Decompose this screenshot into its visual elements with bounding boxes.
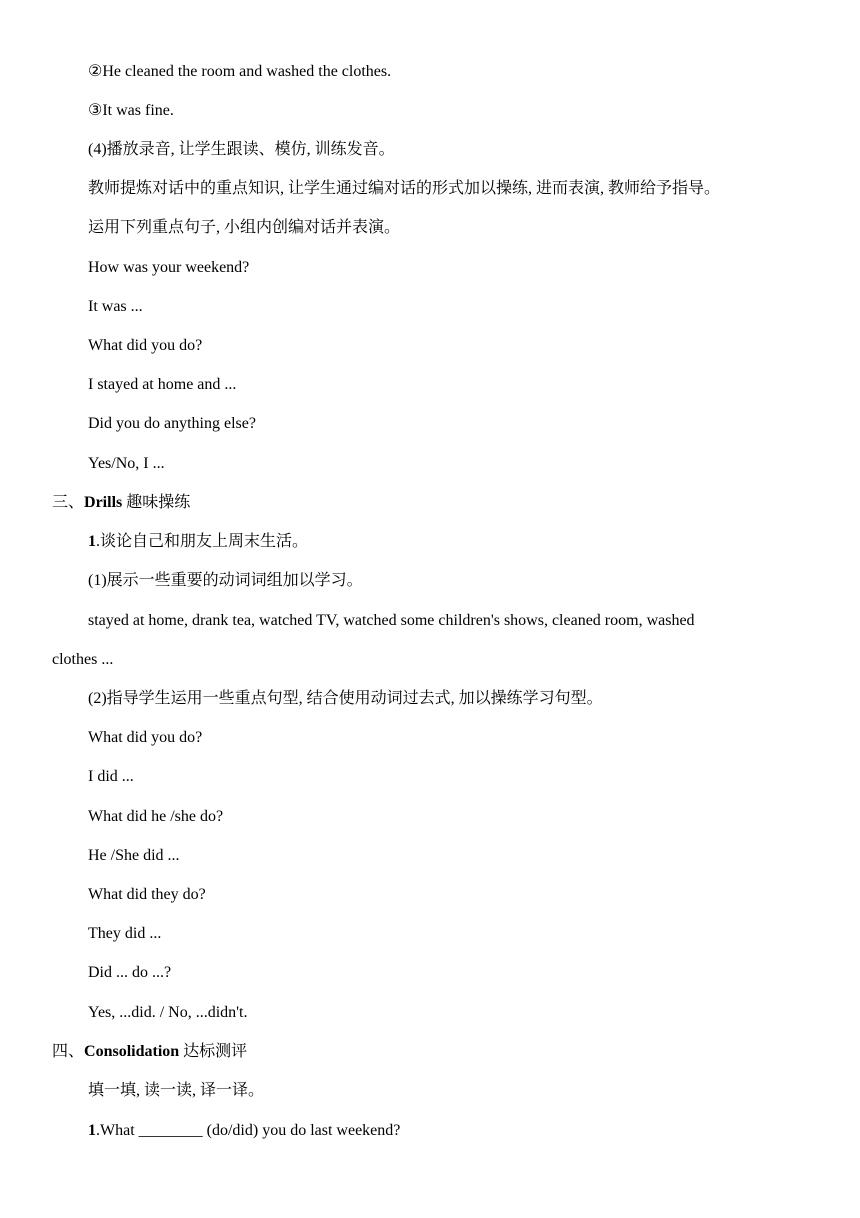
drill-sentence: Yes, ...did. / No, ...didn't.: [88, 1004, 248, 1021]
answer-line-3: ③It was fine.: [88, 102, 174, 119]
section-prefix: 三、: [52, 494, 85, 511]
exercise-question-1: [88, 1121, 400, 1141]
teacher-instruction: 教师提炼对话中的重点知识, 让学生通过编对话的形式加以操练, 进而表演, 教师给予指导。: [88, 180, 721, 197]
question-text: .What ________ (do/did) you do last weekend?: [96, 1122, 401, 1139]
key-sentence: Did you do anything else?: [88, 415, 256, 432]
drill-sentence: I did ...: [88, 768, 134, 785]
section-title-zh: 趣味操练: [122, 494, 191, 511]
step-4-text: (4)播放录音, 让学生跟读、模仿, 训练发音。: [88, 141, 395, 158]
drill-sentence: He /She did ...: [88, 847, 180, 864]
key-sentence: It was ...: [88, 298, 143, 315]
section-heading-consolidation: [52, 1042, 247, 1062]
answer-line-2: ②He cleaned the room and washed the clothes.: [88, 63, 392, 80]
drill-sentence: What did he /she do?: [88, 808, 224, 825]
section-title-zh: 达标测评: [179, 1043, 248, 1060]
question-number: 1: [88, 1122, 96, 1139]
section-title-en: Consolidation: [84, 1043, 180, 1060]
drill-sentence: What did they do?: [88, 886, 206, 903]
section-title-en: Drills: [84, 494, 123, 511]
key-sentence: How was your weekend?: [88, 259, 250, 276]
verb-phrases-line-2: clothes ...: [52, 651, 114, 668]
key-sentence: What did you do?: [88, 337, 203, 354]
verb-phrases-line-1: stayed at home, drank tea, watched TV, watched some children's shows, cleaned room, washed: [88, 612, 695, 629]
item-number: 1: [88, 533, 96, 550]
consolidation-instruction: 填一填, 读一读, 译一译。: [88, 1082, 265, 1099]
drill-item-1: [88, 532, 308, 552]
drill-sub-1: (1)展示一些重要的动词词组加以学习。: [88, 572, 363, 589]
group-instruction: 运用下列重点句子, 小组内创编对话并表演。: [88, 219, 401, 236]
drill-sub-2: (2)指导学生运用一些重点句型, 结合使用动词过去式, 加以操练学习句型。: [88, 690, 603, 707]
section-prefix: 四、: [52, 1043, 85, 1060]
drill-sentence: Did ... do ...?: [88, 964, 172, 981]
key-sentence: I stayed at home and ...: [88, 376, 237, 393]
drill-sentence: They did ...: [88, 925, 162, 942]
drill-sentence: What did you do?: [88, 729, 203, 746]
key-sentence: Yes/No, I ...: [88, 455, 165, 472]
item-text: .谈论自己和朋友上周末生活。: [96, 533, 309, 550]
section-heading-drills: [52, 493, 190, 513]
